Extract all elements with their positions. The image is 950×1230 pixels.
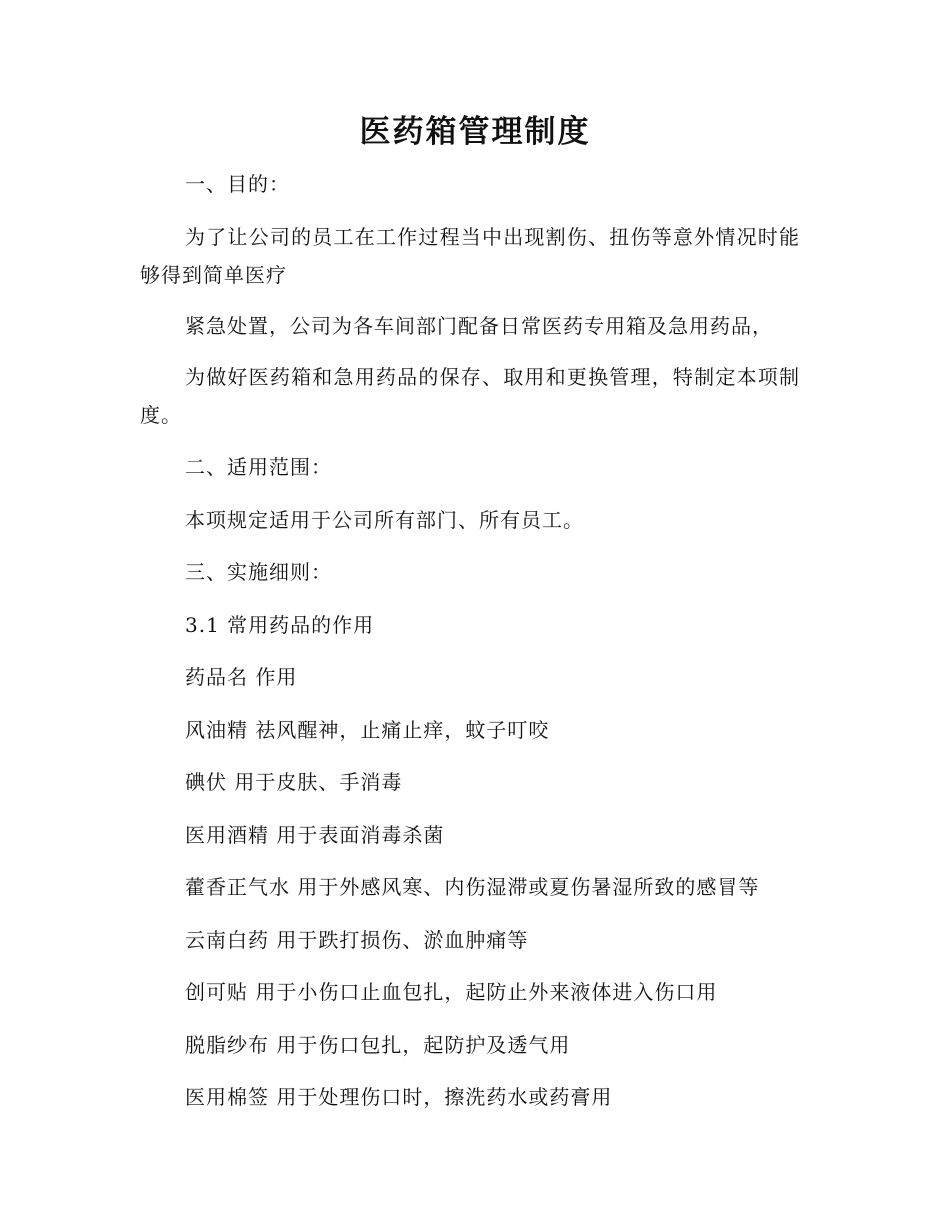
paragraph-emergency: 紧急处置，公司为各车间部门配备日常医药专用箱及急用药品， xyxy=(185,314,773,338)
drug-row: 风油精 祛风醒神，止痛止痒，蚊子叮咬 xyxy=(185,718,550,742)
drug-row: 医用酒精 用于表面消毒杀菌 xyxy=(185,823,445,847)
paragraph-scope: 本项规定适用于公司所有部门、所有员工。 xyxy=(185,508,584,532)
drug-row: 藿香正气水 用于外感风寒、内伤湿滞或夏伤暑湿所致的感冒等 xyxy=(185,875,760,899)
document-title: 医药箱管理制度 xyxy=(359,114,591,150)
drug-row: 医用棉签 用于处理伤口时，擦洗药水或药膏用 xyxy=(185,1085,613,1109)
drug-row: 创可贴 用于小伤口止血包扎，起防止外来液体进入伤口用 xyxy=(185,980,718,1004)
subsection-heading-drugs: 3.1 常用药品的作用 xyxy=(185,613,375,637)
drug-row: 脱脂纱布 用于伤口包扎，起防护及透气用 xyxy=(185,1033,571,1057)
section-heading-scope: 二、适用范围： xyxy=(185,455,332,479)
paragraph-purpose: 为了让公司的员工在工作过程当中出现割伤、扭伤等意外情况时能够得到简单医疗 xyxy=(140,225,800,287)
drug-row: 碘伏 用于皮肤、手消毒 xyxy=(185,770,403,794)
section-heading-rules: 三、实施细则： xyxy=(185,560,332,584)
drug-table-header: 药品名 作用 xyxy=(185,665,298,689)
section-heading-purpose: 一、目的： xyxy=(185,172,290,196)
paragraph-management: 为做好医药箱和急用药品的保存、取用和更换管理，特制定本项制度。 xyxy=(140,365,800,427)
drug-row: 云南白药 用于跌打损伤、淤血肿痛等 xyxy=(185,928,529,952)
